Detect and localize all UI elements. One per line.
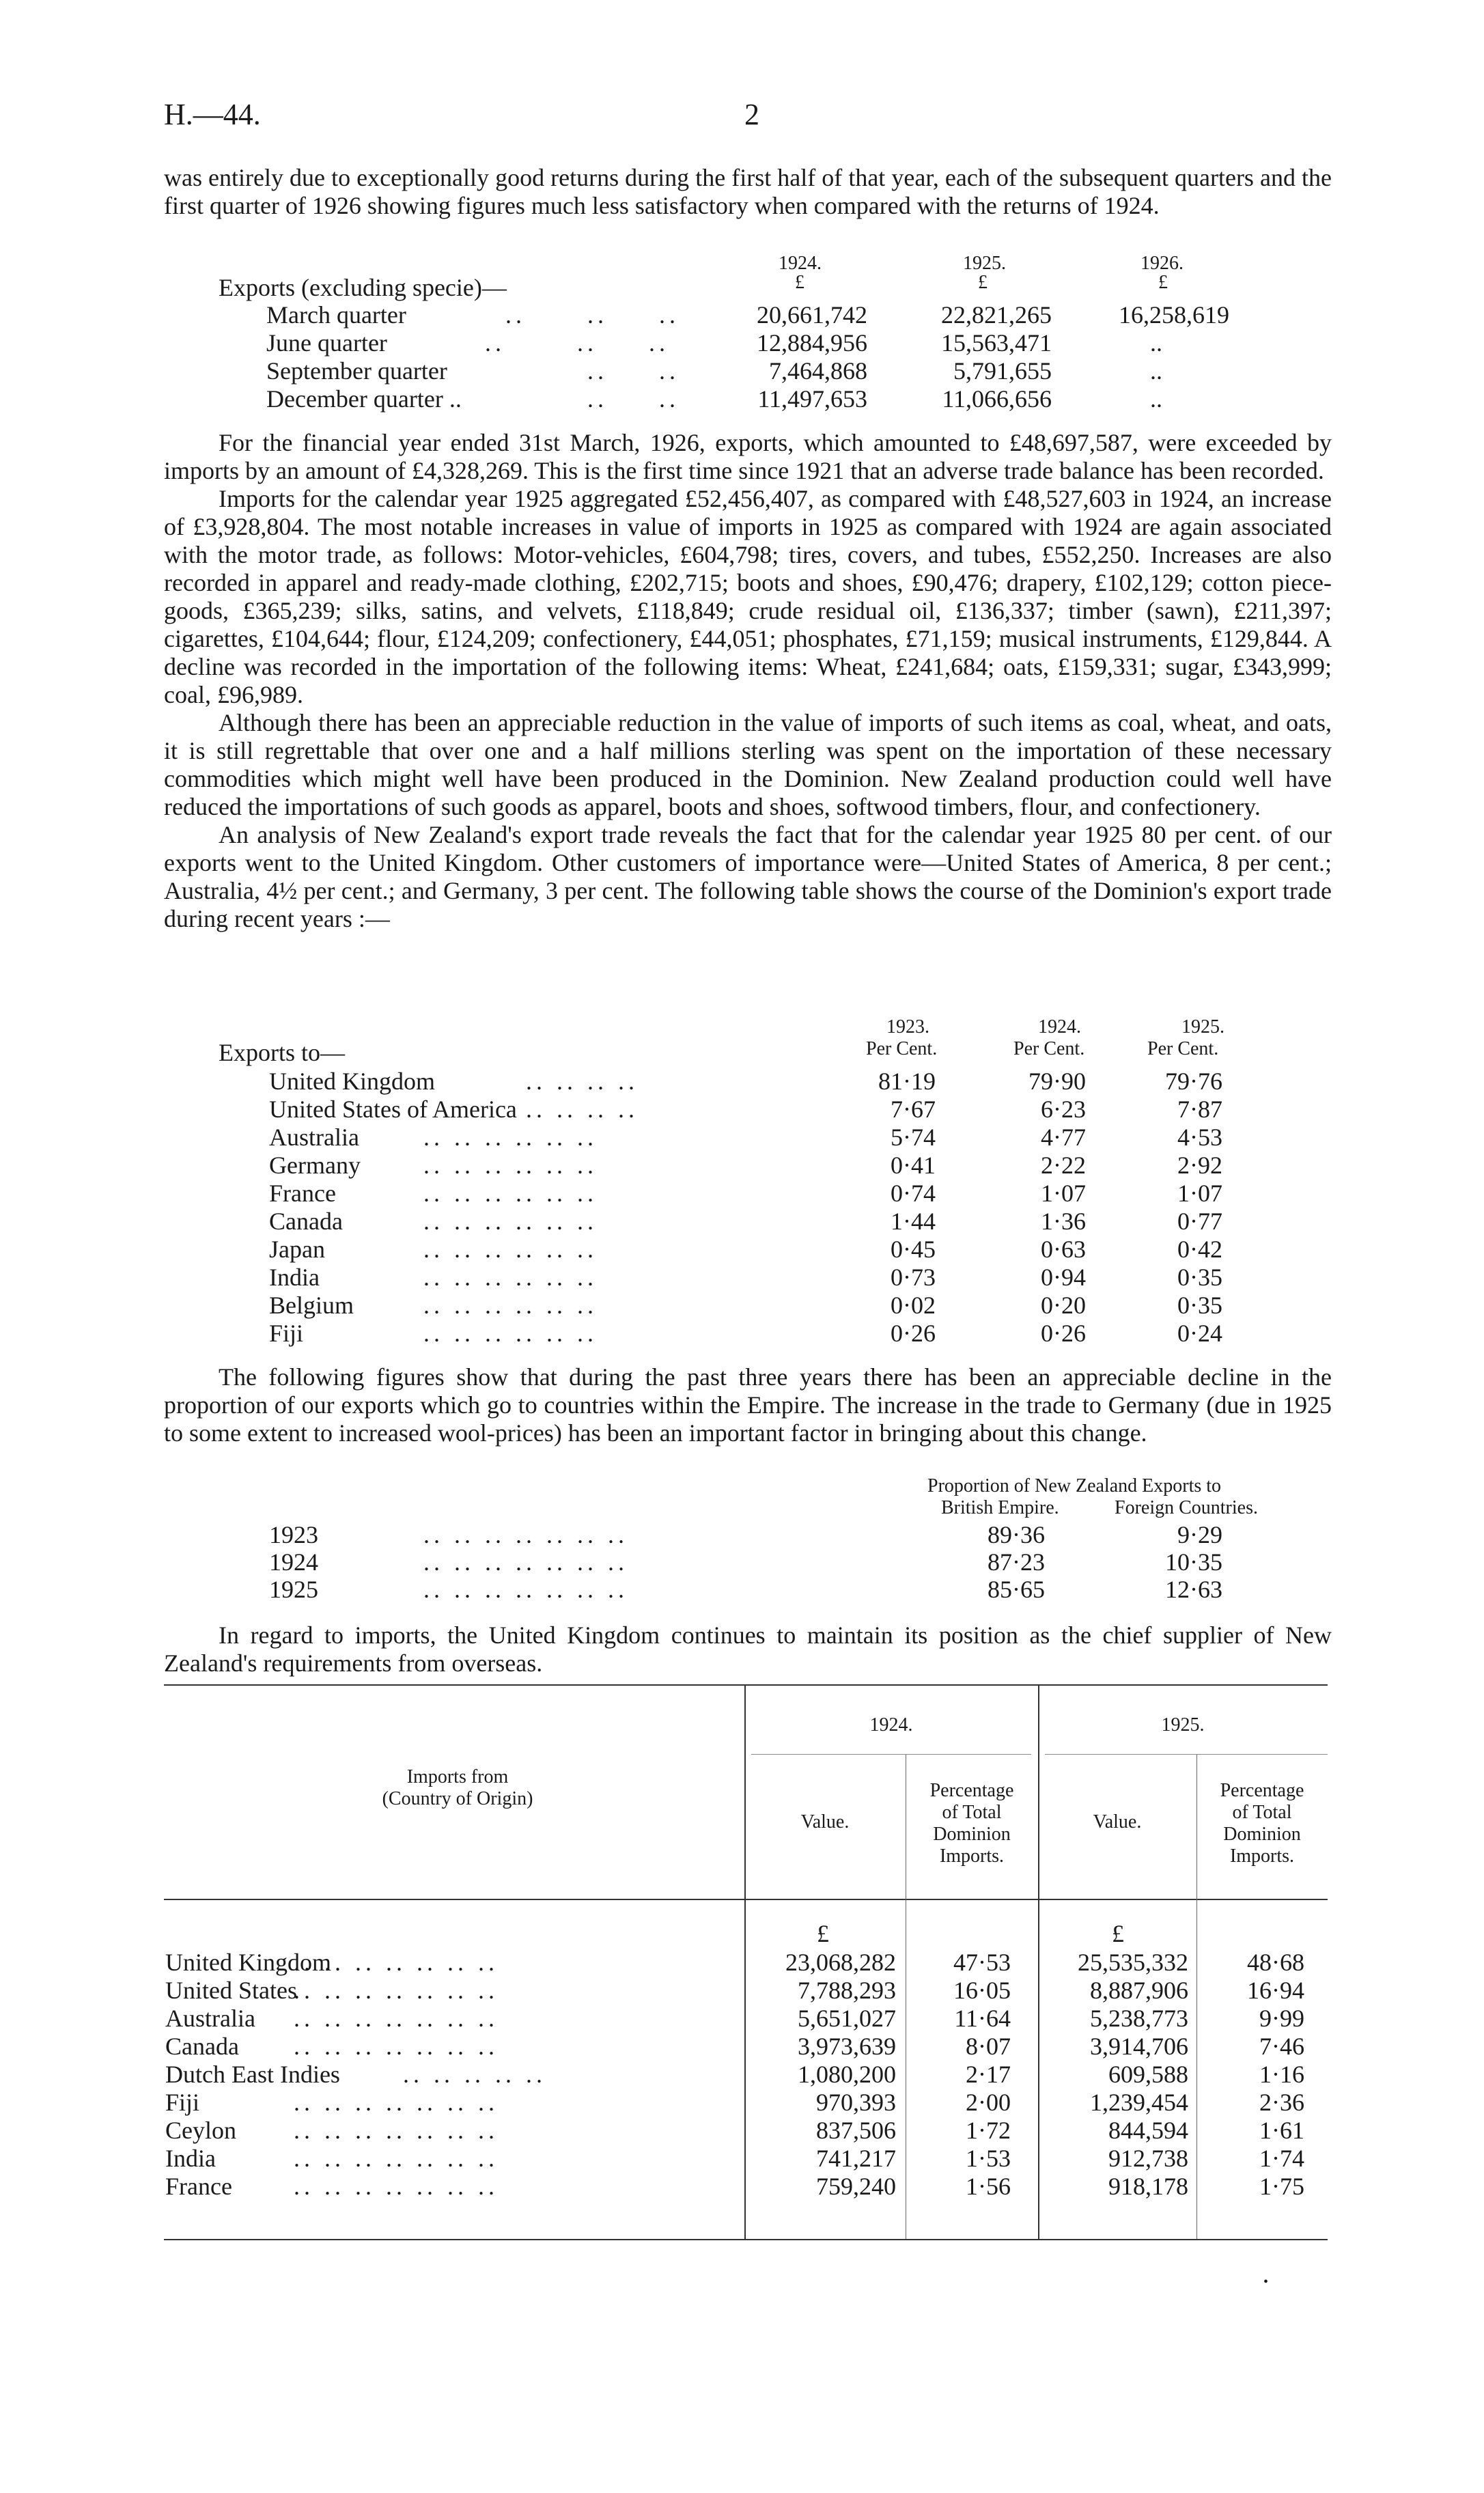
value-1925: 5,238,773	[1090, 2005, 1188, 2032]
share-1924: 1·07	[1041, 1180, 1086, 1207]
share-1924: 1·36	[1041, 1208, 1086, 1235]
import-country: Australia	[165, 2005, 255, 2032]
share-1923: 81·19	[878, 1068, 936, 1095]
year-sub-rule	[1045, 1754, 1328, 1755]
import-country: Canada	[165, 2033, 239, 2060]
share-1925: 0·77	[1177, 1208, 1222, 1235]
country-name: United Kingdom	[269, 1068, 435, 1095]
foreign-share: 9·29	[1177, 1521, 1222, 1548]
quarter-label: June quarter	[266, 329, 387, 357]
import-country: France	[165, 2173, 232, 2200]
value-1924: 7,788,293	[798, 1977, 896, 2004]
value-1925: 8,887,906	[1090, 1977, 1188, 2004]
paragraph: Although there has been an appreciable reduction in the value of imports of such items as coal, wheat, and oats, it is still regrettable that over one and a half millions sterling was spent on the importation of these necessary commodities which might well have been produced in the Dominion. New Zealand production could well have reduced the importations of such goods as apparel, boots and shoes, softwood timbers, flour, and confectionery.	[164, 709, 1332, 820]
country-name: Japan	[269, 1236, 325, 1263]
pct-1924: 47·53	[953, 1949, 1011, 1976]
page-reference: H.—44.	[164, 98, 261, 131]
share-1923: 5·74	[891, 1124, 936, 1151]
col-divider	[1038, 1684, 1039, 2239]
import-country: Fiji	[165, 2089, 200, 2116]
pct-line: Percentage	[929, 1780, 1014, 1801]
col-divider	[744, 1684, 746, 2239]
pct-line: Dominion	[933, 1824, 1011, 1845]
pct-1924: 2·00	[966, 2089, 1011, 2116]
leader-dots: .. ..	[587, 385, 680, 413]
pct-line: Percentage	[1220, 1780, 1304, 1801]
currency-1925: £	[978, 272, 988, 293]
pct-1924: 1·53	[966, 2145, 1011, 2172]
paragraph: For the financial year ended 31st March, 1926, exports, which amounted to £48,697,587, were exceeded by imports by an amount of £4,328,269. This is the first time since 1921 that an adverse trade balance has been recorded.	[164, 429, 1332, 484]
pct-1925: 2·36	[1259, 2089, 1304, 2116]
unit-header: Per Cent.	[1147, 1038, 1219, 1059]
leader-dots: .. .. .. ..	[526, 1068, 639, 1095]
imports-text: In regard to imports, the United Kingdom continues to maintain its position as the chief supplier of New Zealand's requirements from overseas.	[164, 1621, 1332, 1677]
leader-dots: .. .. .. ..	[526, 1096, 639, 1123]
value-1924: 23,068,282	[785, 1949, 896, 1976]
share-1923: 1·44	[891, 1208, 936, 1235]
pct-1925: 9·99	[1259, 2005, 1304, 2032]
quarter-label: September quarter	[266, 357, 447, 385]
col-value-1924: Value.	[800, 1811, 850, 1833]
pct-1924: 2·17	[966, 2061, 1011, 2088]
share-1923: 0·45	[891, 1236, 936, 1263]
share-1924: 6·23	[1041, 1096, 1086, 1123]
leader-dots: .. .. .. .. .. .. ..	[294, 2145, 499, 2172]
share-1924: 0·20	[1041, 1292, 1086, 1319]
import-country: Dutch East Indies	[165, 2061, 340, 2088]
pct-1925: 48·68	[1247, 1949, 1304, 1976]
value-1925: 1,239,454	[1090, 2089, 1188, 2116]
quarter-value-1926: ..	[1150, 357, 1162, 385]
col-pct-1924	[906, 1780, 1038, 1867]
share-1924: 0·63	[1041, 1236, 1086, 1263]
quarter-label: March quarter	[266, 301, 406, 329]
leader-dots: .. .. .. .. .. ..	[423, 1320, 598, 1347]
share-1923: 0·74	[891, 1180, 936, 1207]
value-1925: 918,178	[1108, 2173, 1188, 2200]
quarter-value-1925: 15,563,471	[941, 329, 1052, 357]
page-number: 2	[744, 98, 759, 131]
value-1924: 759,240	[816, 2173, 896, 2200]
leader-dots: .. .. .. .. .. .. ..	[423, 1521, 628, 1548]
proportion-year: 1925	[269, 1576, 318, 1603]
share-1924: 79·90	[1028, 1068, 1086, 1095]
col-country-line1: Imports from	[406, 1766, 509, 1787]
leader-dots: .. .. .. .. .. .. ..	[294, 2033, 499, 2060]
imports-paragraph	[164, 1621, 1332, 1677]
leader-dots: .. .. .. .. .. ..	[423, 1292, 598, 1319]
unit-header: Per Cent.	[866, 1038, 938, 1059]
country-name: Australia	[269, 1124, 359, 1151]
pct-line: Imports.	[1229, 1846, 1295, 1867]
leader-dots: .. .. .. .. .. ..	[423, 1208, 598, 1235]
pct-1925: 1·74	[1259, 2145, 1304, 2172]
leader-dots: .. .. .. .. ..	[403, 2061, 546, 2088]
quarter-value-1924: 20,661,742	[757, 301, 867, 329]
table-bottom-rule	[164, 2239, 1328, 2240]
quarter-value-1925: 22,821,265	[941, 301, 1052, 329]
leader-dots: .. .. .. .. .. .. ..	[294, 2117, 499, 2144]
proportion-year: 1924	[269, 1548, 318, 1576]
currency-1926: £	[1158, 272, 1168, 293]
empire-text: The following figures show that during the past three years there has been an appreciable decline in the proportion of our exports which go to countries within the Empire. The increase in the trade to Germany (due in 1925 to some extent to increased wool-prices) has been an important factor in bringing about this change.	[164, 1363, 1332, 1447]
share-1925: 2·92	[1177, 1152, 1222, 1179]
value-1924: 837,506	[816, 2117, 896, 2144]
pct-line: of Total	[942, 1802, 1002, 1823]
pct-1924: 8·07	[966, 2033, 1011, 2060]
share-1924: 4·77	[1041, 1124, 1086, 1151]
year-header: 1924.	[1038, 1016, 1081, 1037]
value-1924: 970,393	[816, 2089, 896, 2116]
country-name: Fiji	[269, 1320, 304, 1347]
value-1924: 741,217	[816, 2145, 896, 2172]
quarter-label: December quarter ..	[266, 385, 462, 413]
quarter-value-1924: 12,884,956	[757, 329, 867, 357]
currency-1925: £	[1112, 1920, 1124, 1947]
leader-dots: .. ..	[587, 357, 680, 385]
value-1924: 1,080,200	[798, 2061, 896, 2088]
leader-dots: .. .. .. .. .. .. ..	[294, 2173, 499, 2200]
paragraph: An analysis of New Zealand's export trade reveals the fact that for the calendar year 1925 80 per cent. of our exports went to the United Kingdom. Other customers of importance were—United States of America, 8 per cent.; Australia, 4½ per cent.; and Germany, 3 per cent. The following table shows the course of the Dominion's export trade during recent years :—	[164, 821, 1332, 932]
quarter-value-1926: ..	[1150, 329, 1162, 357]
year-header: 1923.	[886, 1016, 929, 1037]
proportion-year: 1923	[269, 1521, 318, 1548]
leader-dots: .. .. .. .. .. .. ..	[294, 1977, 499, 2004]
currency-1924: £	[795, 272, 804, 293]
pct-1924: 16·05	[953, 1977, 1011, 2004]
country-name: India	[269, 1264, 320, 1291]
share-1925: 1·07	[1177, 1180, 1222, 1207]
foreign-share: 12·63	[1165, 1576, 1222, 1603]
year-1925-header: 1925.	[1161, 1714, 1205, 1736]
page-mark: •	[1263, 2274, 1269, 2289]
share-1925: 79·76	[1165, 1068, 1222, 1095]
import-country: United Kingdom	[165, 1949, 331, 1976]
exports-to-label: Exports to—	[219, 1039, 345, 1066]
leader-dots: .. .. .. .. .. .. ..	[423, 1548, 628, 1576]
leader-dots: .. .. .. .. .. .. ..	[294, 2005, 499, 2032]
pct-line: Dominion	[1223, 1824, 1301, 1845]
unit-header: Per Cent.	[1013, 1038, 1085, 1059]
empire-share: 87·23	[988, 1548, 1045, 1576]
share-1925: 4·53	[1177, 1124, 1222, 1151]
value-1925: 25,535,332	[1078, 1949, 1188, 1976]
share-1925: 0·24	[1177, 1320, 1222, 1347]
pct-1925: 16·94	[1247, 1977, 1304, 2004]
col-british-empire: British Empire.	[941, 1497, 1059, 1518]
year-1924-header: 1924.	[869, 1714, 913, 1736]
col-pct-1925	[1196, 1780, 1328, 1867]
pct-line: of Total	[1232, 1802, 1292, 1823]
leader-dots: .. .. .. .. .. ..	[423, 1236, 598, 1263]
leader-dots: .. .. .. .. .. .. ..	[294, 2089, 499, 2116]
pct-1925: 1·16	[1259, 2061, 1304, 2088]
value-1925: 844,594	[1108, 2117, 1188, 2144]
foreign-share: 10·35	[1165, 1548, 1222, 1576]
quarter-value-1925: 11,066,656	[942, 385, 1052, 413]
share-1924: 0·94	[1041, 1264, 1086, 1291]
pct-line: Imports.	[939, 1846, 1005, 1867]
value-1925: 912,738	[1108, 2145, 1188, 2172]
pct-1925: 1·61	[1259, 2117, 1304, 2144]
leader-dots: .. .. .. .. .. ..	[423, 1264, 598, 1291]
year-sub-rule	[751, 1754, 1031, 1755]
share-1925: 0·42	[1177, 1236, 1222, 1263]
quarter-value-1926: ..	[1150, 385, 1162, 413]
country-name: Canada	[269, 1208, 343, 1235]
pct-1925: 1·75	[1259, 2173, 1304, 2200]
share-1923: 0·26	[891, 1320, 936, 1347]
col-country-header	[205, 1766, 710, 1810]
country-name: Belgium	[269, 1292, 354, 1319]
empire-share: 89·36	[988, 1521, 1045, 1548]
leader-dots: .. .. .. .. .. ..	[423, 1152, 598, 1179]
body-paragraphs	[164, 429, 1332, 933]
share-1923: 0·02	[891, 1292, 936, 1319]
intro-paragraph	[164, 164, 1332, 220]
table-top-rule	[164, 1684, 1328, 1686]
leader-dots: .. .. ..	[505, 301, 680, 329]
share-1925: 0·35	[1177, 1292, 1222, 1319]
import-country: India	[165, 2145, 216, 2172]
empire-paragraph	[164, 1363, 1332, 1447]
col-value-1925: Value.	[1093, 1811, 1142, 1833]
country-name: France	[269, 1180, 336, 1207]
proportion-heading: Proportion of New Zealand Exports to	[927, 1475, 1222, 1496]
leader-dots: .. .. .. .. .. .. ..	[423, 1576, 628, 1603]
leader-dots: .. .. ..	[485, 329, 669, 357]
share-1923: 0·73	[891, 1264, 936, 1291]
value-1924: 3,973,639	[798, 2033, 896, 2060]
quarter-value-1926: 16,258,619	[1119, 301, 1229, 329]
paragraph: Imports for the calendar year 1925 aggregated £52,456,407, as compared with £48,527,603 in 1924, an increase of £3,928,804. The most notable increases in value of imports in 1925 as compared with 1924 are again associated with the motor trade, as follows: Motor-vehicles, £604,798; tires, covers, and tubes, £552,250. Increases are also recorded in apparel and ready-made clothing, £202,715; boots and shoes, £90,476; drapery, £102,129; cotton piece-goods, £365,239; silks, satins, and velvets, £118,849; crude residual oil, £136,337; timber (sawn), £211,397; cigarettes, £104,644; flour, £124,209; confectionery, £44,051; phosphates, £71,159; musical instruments, £129,844. A decline was recorded in the importation of the following items: Wheat, £241,684; oats, £159,331; sugar, £343,999; coal, £96,989.	[164, 485, 1332, 708]
year-1925-header: 1925.	[963, 253, 1006, 274]
pct-1924: 1·72	[966, 2117, 1011, 2144]
year-1924-header: 1924.	[779, 253, 822, 274]
intro-text: was entirely due to exceptionally good returns during the first half of that year, each of the subsequent quarters and the first quarter of 1926 showing figures much less satisfactory when compared with the returns of 1924.	[164, 164, 1332, 219]
share-1923: 7·67	[891, 1096, 936, 1123]
import-country: United States	[165, 1977, 297, 2004]
leader-dots: .. .. .. .. .. ..	[423, 1124, 598, 1151]
share-1925: 0·35	[1177, 1264, 1222, 1291]
col-country-line2: (Country of Origin)	[382, 1788, 533, 1809]
table-header-rule	[164, 1899, 1328, 1900]
country-name: Germany	[269, 1152, 361, 1179]
value-1925: 3,914,706	[1090, 2033, 1188, 2060]
currency-1924: £	[817, 1920, 829, 1947]
empire-share: 85·65	[988, 1576, 1045, 1603]
leader-dots: .. .. .. .. .. .. ..	[294, 1949, 499, 1976]
value-1925: 609,588	[1108, 2061, 1188, 2088]
leader-dots: .. .. .. .. .. ..	[423, 1180, 598, 1207]
year-1926-header: 1926.	[1140, 253, 1184, 274]
value-1924: 5,651,027	[798, 2005, 896, 2032]
share-1925: 7·87	[1177, 1096, 1222, 1123]
pct-1924: 11·64	[954, 2005, 1011, 2032]
import-country: Ceylon	[165, 2117, 236, 2144]
col-foreign-countries: Foreign Countries.	[1115, 1497, 1258, 1518]
pct-1925: 7·46	[1259, 2033, 1304, 2060]
share-1924: 0·26	[1041, 1320, 1086, 1347]
quarter-value-1925: 5,791,655	[953, 357, 1052, 385]
exports-label: Exports (excluding specie)—	[219, 274, 507, 301]
share-1923: 0·41	[891, 1152, 936, 1179]
country-name: United States of America	[269, 1096, 517, 1123]
share-1924: 2·22	[1041, 1152, 1086, 1179]
year-header: 1925.	[1181, 1016, 1224, 1037]
quarter-value-1924: 7,464,868	[769, 357, 867, 385]
quarter-value-1924: 11,497,653	[757, 385, 867, 413]
pct-1924: 1·56	[966, 2173, 1011, 2200]
